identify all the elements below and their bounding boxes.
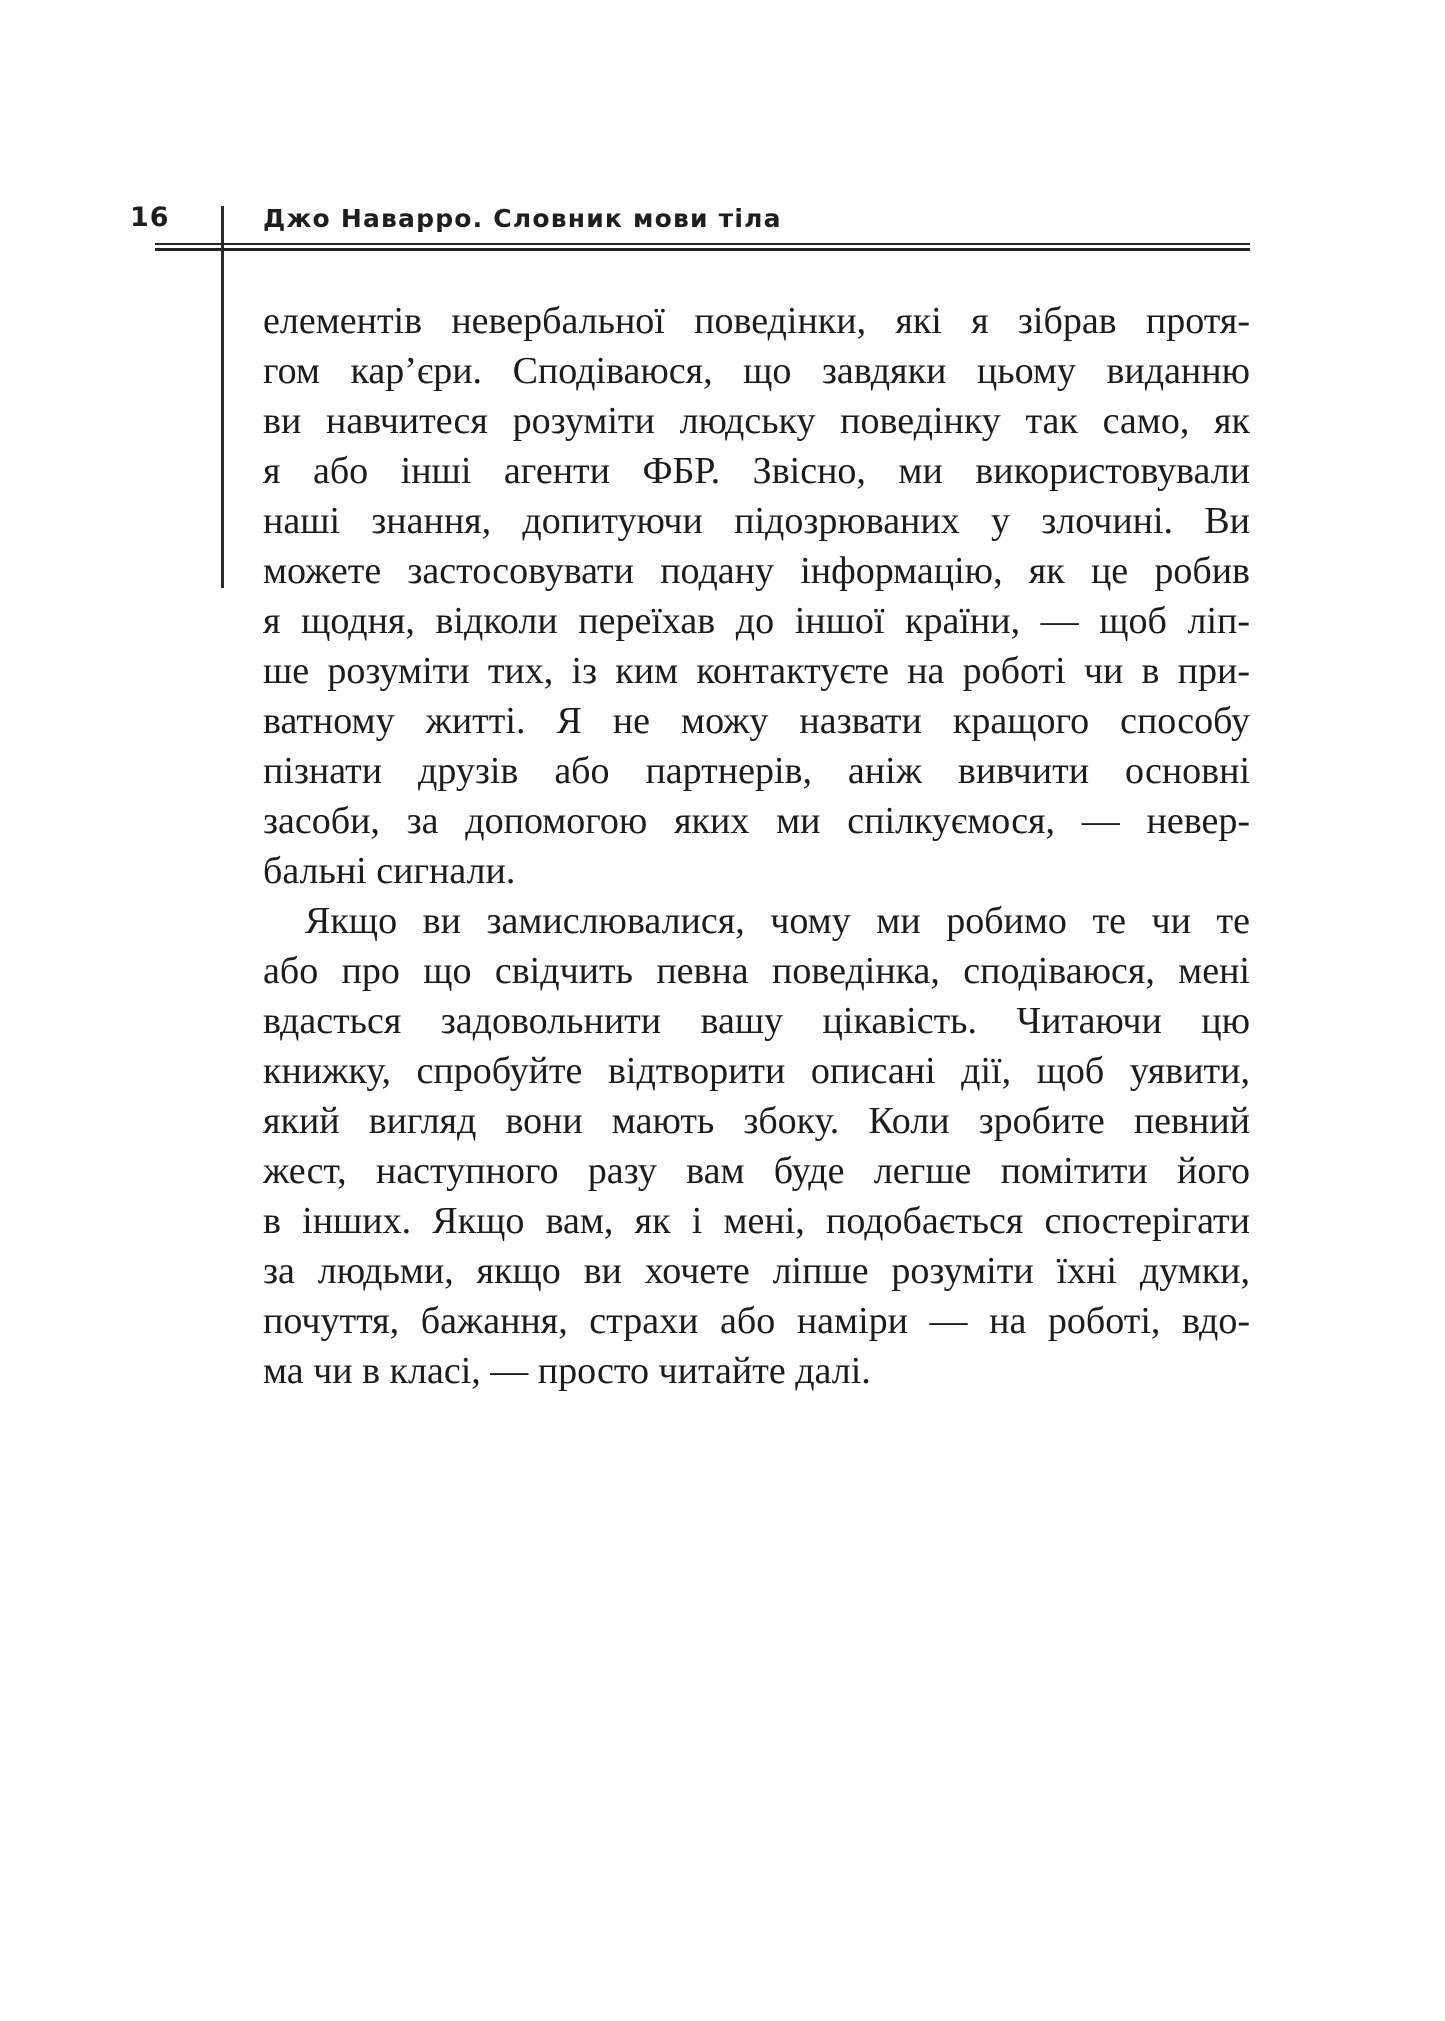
text-line: засоби, за допомогою яких ми спілкуємося, — невер- — [263, 800, 1250, 842]
text-line: ватному житті. Я не можу назвати кращого способу — [263, 700, 1250, 742]
text-line: елементів невербальної поведінки, які я зібрав протя- — [263, 300, 1250, 342]
text-line: наші знання, допитуючи підозрюваних у злочині. Ви — [263, 500, 1250, 542]
running-head-title: Джо Наварро. Словник мови тіла — [263, 204, 782, 233]
text-line: гом кар’єри. Сподіваюся, що завдяки цьому виданню — [263, 350, 1250, 392]
body-text — [263, 296, 1250, 1396]
header-vertical-rule — [221, 206, 224, 588]
text-line: який вигляд вони мають збоку. Коли зробите певний — [263, 1100, 1250, 1142]
text-line: я або інші агенти ФБР. Звісно, ми використовували — [263, 450, 1250, 492]
text-line: я щодня, відколи переїхав до іншої країни, — щоб ліп- — [263, 600, 1250, 642]
text-line: книжку, спробуйте відтворити описані дії, щоб уявити, — [263, 1050, 1250, 1092]
text-line: почуття, бажання, страхи або наміри — на роботі, вдо- — [263, 1300, 1250, 1342]
text-line: жест, наступного разу вам буде легше помітити його — [263, 1150, 1250, 1192]
text-line: в інших. Якщо вам, як і мені, подобається спостерігати — [263, 1200, 1250, 1242]
text-line: можете застосовувати подану інформацію, як це робив — [263, 550, 1250, 592]
text-line: вдасться задовольнити вашу цікавість. Читаючи цю — [263, 1000, 1250, 1042]
header-horizontal-rule — [155, 243, 1250, 251]
text-line: або про що свідчить певна поведінка, сподіваюся, мені — [263, 950, 1250, 992]
text-line: бальні сигнали. — [263, 850, 516, 892]
text-line: ше розуміти тих, із ким контактуєте на роботі чи в при- — [263, 650, 1250, 692]
text-line: Якщо ви замислювалися, чому ми робимо те чи те — [305, 900, 1250, 942]
text-line: ви навчитеся розуміти людську поведінку так само, як — [263, 400, 1250, 442]
text-line: пізнати друзів або партнерів, аніж вивчити основні — [263, 750, 1250, 792]
text-line: за людьми, якщо ви хочете ліпше розуміти їхні думки, — [263, 1250, 1250, 1292]
text-line: ма чи в класі, — просто читайте далі. — [263, 1350, 871, 1392]
page-number: 16 — [130, 202, 170, 233]
